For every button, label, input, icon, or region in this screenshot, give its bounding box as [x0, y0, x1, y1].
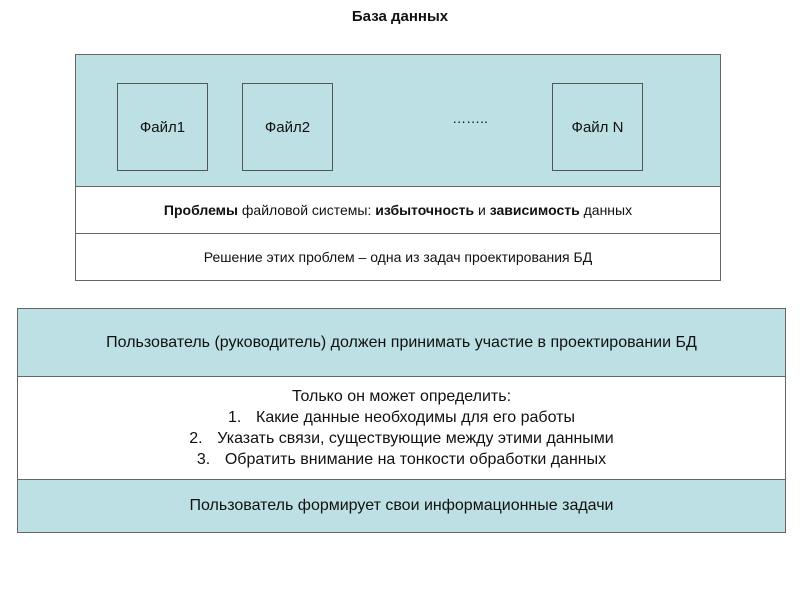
user-header-row: Пользователь (руководитель) должен принимать участие в проектировании БД: [17, 308, 786, 377]
list-item: 1. Какие данные необходимы для его работы: [228, 409, 575, 426]
list-intro: Только он может определить:: [291, 388, 512, 405]
problems-segment: данных: [579, 202, 633, 218]
user-footer-row: Пользователь формирует свои информационные задачи: [17, 479, 786, 533]
list-item: 2. Указать связи, существующие между этими данными: [189, 430, 614, 447]
problems-row: [75, 186, 721, 234]
file-box-n: Файл N: [552, 83, 643, 171]
solution-row: Решение этих проблем – одна из задач проектирования БД: [75, 233, 721, 281]
problems-segment: файловой системы:: [238, 202, 376, 218]
slide-title: База данных: [351, 8, 449, 25]
file-box-1: Файл1: [117, 83, 208, 171]
file-box-2: Файл2: [242, 83, 333, 171]
list-item: 3. Обратить внимание на тонкости обработки данных: [196, 451, 607, 468]
problems-segment: Проблемы: [163, 202, 238, 218]
problems-text: [164, 202, 632, 218]
problems-segment: зависимость: [489, 202, 580, 218]
ellipsis: ……..: [452, 110, 488, 126]
problems-segment: избыточность: [375, 202, 475, 218]
user-list-row: [17, 376, 786, 480]
problems-segment: и: [474, 202, 490, 218]
